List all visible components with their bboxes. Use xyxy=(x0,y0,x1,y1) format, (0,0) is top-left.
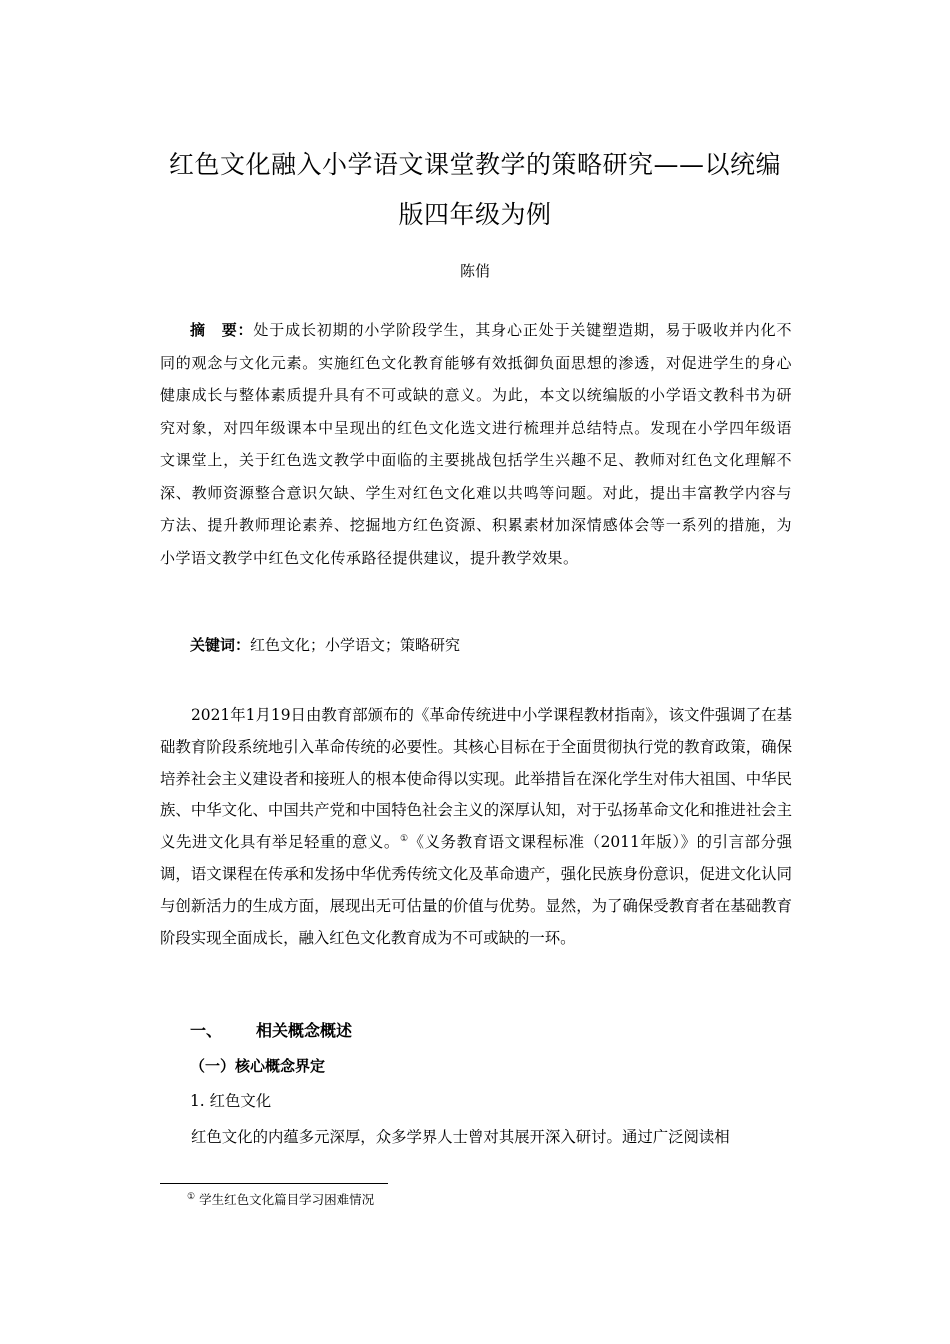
paper-title-line-2: 版四年级为例 xyxy=(398,200,552,229)
abstract-text: 处于成长初期的小学阶段学生，其身心正处于关键塑造期，易于吸收并内化不同的观念与文化元素。实施红色文化教育能够有效抵御负面思想的渗透，对促进学生的身心健康成长与整体素质提升具有不可或缺的意义。为此，本文以统编版的小学语文教科书为研究对象，对四年级课本中呈现出的红色文化选文进行梳理并总结特点。发现在小学四年级语文课堂上，关于红色选文教学中面临的主要挑战包括学生兴趣不足、教师对红色文化理解不深、教师资源整合意识欠缺、学生对红色文化难以共鸣等问题。对此，提出丰富教学内容与方法、提升教师理论素养、挖掘地方红色资源、积累素材加深情感体会等一系列的措施，为小学语文教学中红色文化传承路径提供建议，提升教学效果。 xyxy=(160,321,792,567)
section-heading-1 xyxy=(190,1018,352,1044)
intro-text-part-1: 2021年1月19日由教育部颁布的《革命传统进中小学课程教材指南》，该文件强调了在基础教育阶段系统地引入革命传统的必要性。其核心目标在于全面贯彻执行党的教育政策，确保培养社会主义建设者和接班人的根本使命得以实现。此举措旨在深化学生对伟大祖国、中华民族、中华文化、中国共产党和中国特色社会主义的深厚认知，对于弘扬革命文化和推进社会主义先进文化具有举足轻重的意义。 xyxy=(160,706,792,852)
section-heading-1-number: 一、 xyxy=(190,1021,223,1040)
paper-title-line-1: 红色文化融入小学语文课堂教学的策略研究——以统编 xyxy=(168,150,781,179)
paper-title xyxy=(160,140,790,240)
section-heading-1-title: 相关概念概述 xyxy=(256,1021,353,1040)
abstract xyxy=(160,314,792,574)
keywords xyxy=(190,632,460,658)
footnote xyxy=(187,1190,374,1210)
footnote-reference[interactable]: ① xyxy=(399,834,409,845)
body-paragraph: 红色文化的内蕴多元深厚，众多学界人士曾对其展开深入研讨。通过广泛阅读相 xyxy=(191,1128,730,1146)
author-name: 陈俏 xyxy=(459,262,490,280)
footnote-text: 学生红色文化篇目学习困难情况 xyxy=(199,1192,375,1207)
subsection-heading: （一）核心概念界定 xyxy=(190,1057,326,1075)
abstract-label: 摘 要： xyxy=(190,321,254,339)
subsubsection-heading: 1. 红色文化 xyxy=(190,1092,272,1110)
intro-text-part-2: 《义务教育语文课程标准（2011年版）》的引言部分强调，语文课程在传承和发扬中华优秀传统文化及革命遗产，强化民族身份意识，促进文化认同与创新活力的生成方面，展现出无可估量的价值与优势。显然，为了确保受教育者在基础教育阶段实现全面成长，融入红色文化教育成为不可或缺的一环。 xyxy=(160,833,792,947)
keywords-text: 红色文化；小学语文；策略研究 xyxy=(250,636,461,654)
footnote-divider xyxy=(160,1183,388,1184)
intro-paragraph xyxy=(160,700,792,954)
footnote-mark: ① xyxy=(187,1191,196,1202)
keywords-label: 关键词： xyxy=(190,636,251,654)
